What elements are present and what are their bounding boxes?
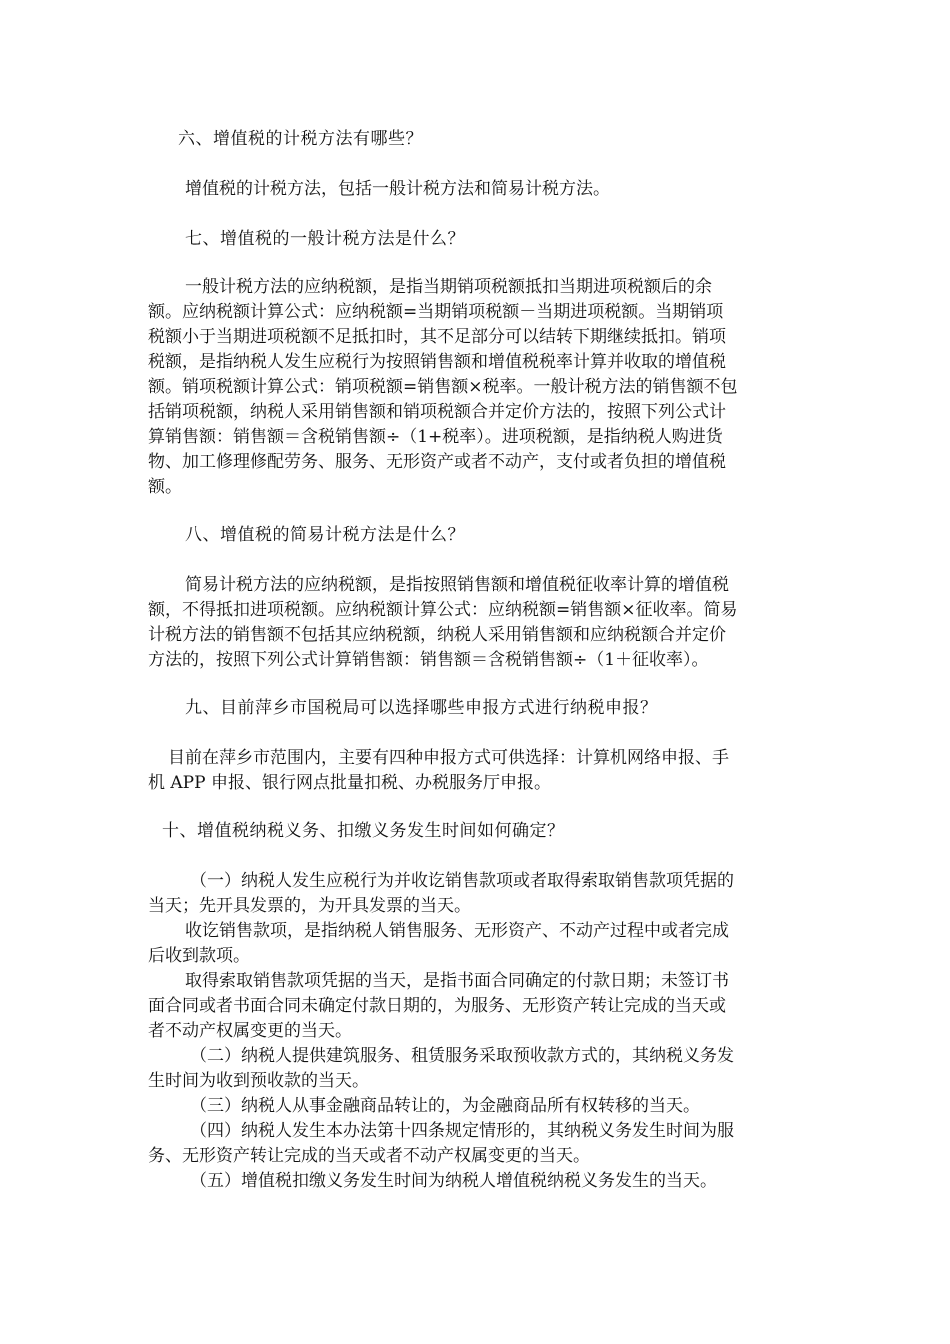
paragraph-line: 额。销项税额计算公式：销项税额=销售额×税率。一般计税方法的销售额不包 xyxy=(148,377,738,397)
paragraph-line: 者不动产权属变更的当天。 xyxy=(148,1021,352,1041)
paragraph-line: 目前在萍乡市范围内，主要有四种申报方式可供选择：计算机网络申报、手 xyxy=(168,748,729,768)
section-heading-10: 十、增值税纳税义务、扣缴义务发生时间如何确定？ xyxy=(162,821,565,841)
paragraph-line: 机 APP 申报、银行网点批量扣税、办税服务厅申报。 xyxy=(148,773,551,793)
paragraph-line: （四）纳税人发生本办法第十四条规定情形的，其纳税义务发生时间为服 xyxy=(190,1121,734,1141)
paragraph-line: 后收到款项。 xyxy=(148,946,250,966)
section-heading-9: 九、目前萍乡市国税局可以选择哪些申报方式进行纳税申报？ xyxy=(185,698,658,718)
paragraph-line: 括销项税额，纳税人采用销售额和销项税额合并定价方法的，按照下列公式计 xyxy=(148,402,726,422)
paragraph-line: 方法的，按照下列公式计算销售额：销售额＝含税销售额÷（1＋征收率）。 xyxy=(148,650,709,670)
paragraph-line: 额。应纳税额计算公式：应纳税额=当期销项税额－当期进项税额。当期销项 xyxy=(148,302,724,322)
paragraph-line: 简易计税方法的应纳税额，是指按照销售额和增值税征收率计算的增值税 xyxy=(185,575,729,595)
paragraph-line: 物、加工修理修配劳务、服务、无形资产或者不动产，支付或者负担的增值税 xyxy=(148,452,726,472)
paragraph-line: 算销售额：销售额＝含税销售额÷（1+税率）。进项税额，是指纳税人购进货 xyxy=(148,427,723,447)
section-heading-6: 六、增值税的计税方法有哪些？ xyxy=(178,129,423,149)
paragraph-line: 计税方法的销售额不包括其应纳税额，纳税人采用销售额和应纳税额合并定价 xyxy=(148,625,726,645)
paragraph-line: （三）纳税人从事金融商品转让的，为金融商品所有权转移的当天。 xyxy=(190,1096,700,1116)
paragraph-line: 当天；先开具发票的，为开具发票的当天。 xyxy=(148,896,471,916)
section-answer-6: 增值税的计税方法，包括一般计税方法和简易计税方法。 xyxy=(185,179,610,199)
paragraph-line: 取得索取销售款项凭据的当天，是指书面合同确定的付款日期；未签订书 xyxy=(185,971,729,991)
paragraph-line: 收讫销售款项，是指纳税人销售服务、无形资产、不动产过程中或者完成 xyxy=(185,921,729,941)
paragraph-line: 生时间为收到预收款的当天。 xyxy=(148,1071,369,1091)
paragraph-line: 税额小于当期进项税额不足抵扣时，其不足部分可以结转下期继续抵扣。销项 xyxy=(148,327,726,347)
paragraph-line: （五）增值税扣缴义务发生时间为纳税人增值税纳税义务发生的当天。 xyxy=(190,1171,717,1191)
paragraph-line: 一般计税方法的应纳税额，是指当期销项税额抵扣当期进项税额后的余 xyxy=(185,277,712,297)
paragraph-line: （一）纳税人发生应税行为并收讫销售款项或者取得索取销售款项凭据的 xyxy=(190,871,734,891)
paragraph-line: 面合同或者书面合同未确定付款日期的，为服务、无形资产转让完成的当天或 xyxy=(148,996,726,1016)
paragraph-line: 务、无形资产转让完成的当天或者不动产权属变更的当天。 xyxy=(148,1146,590,1166)
section-heading-7: 七、增值税的一般计税方法是什么？ xyxy=(185,229,465,249)
paragraph-line: （二）纳税人提供建筑服务、租赁服务采取预收款方式的，其纳税义务发 xyxy=(190,1046,734,1066)
section-heading-8: 八、增值税的简易计税方法是什么？ xyxy=(185,525,465,545)
paragraph-line: 税额，是指纳税人发生应税行为按照销售额和增值税税率计算并收取的增值税 xyxy=(148,352,726,372)
paragraph-line: 额。 xyxy=(148,477,182,497)
paragraph-line: 额，不得抵扣进项税额。应纳税额计算公式：应纳税额=销售额×征收率。简易 xyxy=(148,600,738,620)
